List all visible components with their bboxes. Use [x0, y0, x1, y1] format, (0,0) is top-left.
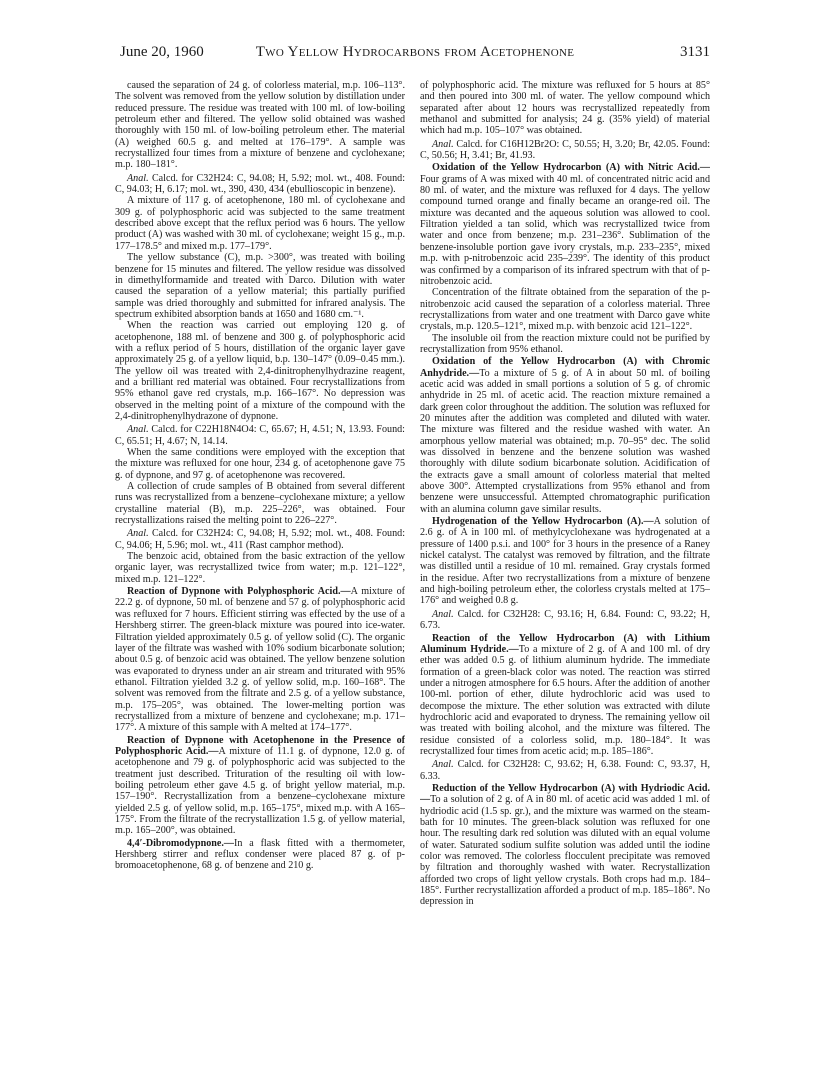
body-paragraph — [115, 80, 405, 171]
paragraph-text: When the reaction was carried out employing 120 g. of acetophenone, 188 ml. of benzene and 300 g. of polyphosphoric acid with a reflux period of 5 hours, distillation of the organic layer gave approximately 25 g. of a yellow liquid, b.p. 130–147° (0.09–0.45 mm.). The yellow oil was treated with 2,4-dinitrophenylhydrazine reagent, and a brilliant red material was obtained. Four recrystallizations from 95% ethanol gave red crystals, m.p. 166–167°. No depression was observed in the melting point of a mixture of the compound with the 2,4-dinitrophenylhydrazone of dypnone. — [115, 320, 405, 422]
paragraph-text: The yellow substance (C), m.p. >300°, was treated with boiling benzene for 15 minutes and filtered. The yellow residue was dissolved in dimethylformamide and treated with Darco. Dilution with water caused the separation of a yellow material; this partially purified sample was dried thoroughly and submitted for infrared analysis. The spectrum exhibited absorption bands at 1650 and 1680 cm.⁻¹. — [115, 252, 405, 320]
anal-label: Anal. — [127, 424, 149, 436]
paragraph-text: caused the separation of 24 g. of colorless material, m.p. 106–113°. The solvent was removed from the yellow solution by distillation under reduced pressure. The residue was treated with 100 ml. of low-boiling petroleum ether and filtered. The yellow solid obtained was washed thoroughly with 150 ml. of low-boiling petroleum ether. The material (A) weighed 60.5 g. and melted at 176–179°. A sample was recrystallized four times from a mixture of benzene and cyclohexane; m.p. 180–181°. — [115, 80, 405, 171]
body-paragraph — [115, 252, 405, 320]
paragraph-text: Concentration of the filtrate obtained from the separation of the p-nitrobenzoic acid caused the separation of a colorless material. Three recrystallizations from water and one treatment with Darco gave white crystals, m.p. 120.5–121°, mixed m.p. with benzoic acid 121–122°. — [420, 287, 710, 333]
body-paragraph — [115, 320, 405, 422]
section-paragraph — [420, 516, 710, 607]
run-in-heading: 4,4′-Dibromodypnone.— — [127, 837, 234, 849]
section-paragraph — [420, 162, 710, 287]
paragraph-text: Four grams of A was mixed with 40 ml. of concentrated nitric acid and 80 ml. of water, and the mixture was refluxed for 4 days. The yellow compound turned orange and finally became an orange-red oil. The mixture was decanted and the aqueous solution was allowed to cool. Filtration yielded a tan solid, which was recrystallized twice from water and once from benzene; m.p. 231–236°. Sublimation of the benzene-insoluble portion gave ivory crystals, m.p. 233–235°, mixed m.p. with p-nitrobenzoic acid 235–239°. The identity of this product was confirmed by a comparison of its infrared spectrum with that of p-nitrobenzoic acid. — [420, 173, 710, 287]
anal-label: Anal. — [432, 138, 454, 150]
left-column — [115, 80, 405, 1040]
analysis-paragraph — [420, 609, 710, 632]
body-paragraph — [115, 551, 405, 585]
body-paragraph — [115, 447, 405, 481]
paragraph-text: To a mixture of 2 g. of A and 100 ml. of dry ether was added 0.5 g. of lithium aluminum hydride. The immediate formation of a green-black color was noted. The reaction was stirred under a nitrogen atmosphere for 6.5 hours. After the addition of another 100-ml. portion of ether, dilute hydrochloric acid was used to decompose the mixture. The ether solution was extracted with dilute hydrochloric acid and evaporated to dryness. The remaining yellow oil was treated with boiling alcohol, and the mixture was filtered. The residue consisted of a colorless solid, m.p. 180–184°. It was recrystallized four times from acetic acid; m.p. 185–186°. — [420, 643, 710, 757]
anal-label: Anal. — [127, 528, 149, 540]
paragraph-text: Calcd. for C32H24: C, 94.08; H, 5.92; mol. wt., 408. Found: C, 94.03; H, 6.17; mol. wt., 390, 430, 434 (ebullioscopic in benzene). — [115, 172, 405, 196]
paragraph-text: A mixture of 11.1 g. of dypnone, 12.0 g. of acetophenone and 79 g. of polyphosphoric acid was subjected to the treatment just described. Trituration of the resulting oil with low-boiling petroleum ether gave 4.5 g. of bright yellow material, m.p. 157–190°. Recrystallization from a benzene–cyclohexane mixture yielded 2.5 g. of yellow solid, m.p. 165–175°, mixed m.p. with A 165–175°. From the filtrate of the recrystallization 1.5 g. of yellow material, m.p. 165–200°, was obtained. — [115, 745, 405, 837]
paragraph-text: To a mixture of 5 g. of A in about 50 ml. of boiling acetic acid was added in small portions a solution of 5 g. of chromic anhydride in 25 ml. of acetic acid. The reaction mixture remained a dark green color throughout the addition. The solution was refluxed for 20 minutes after the addition was completed and diluted with water. The mixture was filtered and the residue washed with water. An amorphous yellow material was obtained; m.p. 70–95° dec. The solid was dissolved in benzene and the benzene solution was washed thoroughly with dilute sodium bicarbonate solution. Acidification of the extracts gave a small amount of colorless material that melted above 300°. Attempted crystallizations from 95% ethanol and from benzene were unsuccessful. Attempted chromatographic purification with an alumina column gave similar results. — [420, 367, 710, 515]
anal-label: Anal. — [432, 759, 454, 771]
paragraph-text: A mixture of 117 g. of acetophenone, 180 ml. of cyclohexane and 309 g. of polyphosphoric acid was subjected to the same treatment described above except that the reflux period was 6 hours. The yellow product (A) was washed with 30 ml. of cyclohexane; weight 15 g., m.p. 177–178.5° and mixed m.p. 177–179°. — [115, 195, 405, 252]
run-in-heading: Oxidation of the Yellow Hydrocarbon (A) with Nitric Acid.— — [432, 162, 710, 174]
run-in-heading: Reaction of Dypnone with Polyphosphoric Acid.— — [127, 586, 351, 598]
paragraph-text: The benzoic acid, obtained from the basic extraction of the yellow organic layer, was recrystallized twice from water; m.p. 121–122°, mixed m.p. 121–122°. — [115, 551, 405, 585]
paragraph-text: A mixture of 22.2 g. of dypnone, 50 ml. of benzene and 57 g. of polyphosphoric acid was refluxed for 7 hours. Efficient stirring was effected by the use of a Hershberg stirrer. The green-black mixture was poured into ice-water. Filtration yielded approximately 0.5 g. of yellow solid (C). The organic layer of the filtrate was washed with 10% sodium bicarbonate solution; about 0.5 g. of benzoic acid was obtained. The yellow benzene solution was evaporated to dryness under an air stream and triturated with 95% ethanol. Filtration yielded 3.2 g. of yellow solid, m.p. 160–168°. The solvent was removed from the filtrate and 2.5 g. of a yellow substance, m.p. 175–205°, was obtained. The lower-melting portion was recrystallized from a mixture of benzene and cyclohexane; m.p. 171–177°. A mixture of this sample with A melted at 174–177°. — [115, 586, 405, 734]
body-paragraph — [115, 481, 405, 526]
body-paragraph — [115, 195, 405, 252]
analysis-paragraph — [420, 759, 710, 782]
paragraph-text: A solution of 2.6 g. of A in 100 ml. of methylcyclohexane was hydrogenated at a pressure of 1400 p.s.i. and 100° for 3 hours in the presence of a Raney nickel catalyst. The catalyst was removed by filtration, and the filtrate was distilled until a residue of 10 ml. remained. Gray crystals formed in the residue. After two recrystallizations from a mixture of benzene and high-boiling petroleum ether, the colorless crystals melted at 175–176° and weighed 0.8 g. — [420, 516, 710, 607]
run-in-heading: Reaction of the Yellow Hydrocarbon (A) with Lithium Aluminum Hydride.— — [420, 632, 710, 655]
analysis-paragraph — [115, 528, 405, 551]
run-in-heading: Reaction of Dypnone with Acetophenone in the Presence of Polyphosphoric Acid.— — [115, 734, 405, 757]
header-date: June 20, 1960 — [120, 44, 204, 60]
right-column — [420, 80, 710, 1040]
paragraph-text: Calcd. for C32H28: C, 93.16; H, 6.84. Found: C, 93.22; H, 6.73. — [420, 608, 710, 632]
body-paragraph — [420, 287, 710, 332]
analysis-paragraph — [115, 424, 405, 447]
run-in-heading: Oxidation of the Yellow Hydrocarbon (A) with Chromic Anhydride.— — [420, 356, 710, 379]
section-paragraph — [115, 586, 405, 733]
body-paragraph — [420, 80, 710, 137]
paragraph-text: Calcd. for C32H28: C, 93.62; H, 6.38. Found: C, 93.37, H, 6.33. — [420, 759, 710, 782]
page-number: 3131 — [680, 44, 710, 60]
paragraph-text: Calcd. for C32H24: C, 94.08; H, 5.92; mol. wt., 408. Found: C, 94.06; H, 5.96; mol. wt., 411 (Rast camphor method). — [115, 528, 405, 551]
running-header — [120, 44, 710, 64]
section-paragraph — [420, 633, 710, 758]
section-paragraph — [420, 783, 710, 908]
run-in-heading: Reduction of the Yellow Hydrocarbon (A) with Hydriodic Acid.— — [420, 782, 710, 806]
paragraph-text: In a flask fitted with a thermometer, Hershberg stirrer and reflux condenser were placed 87 g. of p-bromoacetophenone, 68 g. of benzene and 210 g. — [115, 837, 405, 872]
paragraph-text: When the same conditions were employed with the exception that the mixture was refluxed for one hour, 234 g. of acetophenone gave 75 g. of dypnone, and 97 g. of acetophenone was recovered. — [115, 447, 405, 481]
body-paragraph — [420, 333, 710, 356]
paragraph-text: A collection of crude samples of B obtained from several different runs was recrystallized from a benzene–cyclohexane mixture; a yellow crystalline material (B), m.p. 225–226°, was obtained. Four recrystallizations raised the melting point to 226–227°. — [115, 481, 405, 527]
paragraph-text: Calcd. for C16H12Br2O: C, 50.55; H, 3.20; Br, 42.05. Found: C, 50.56; H, 3.41; Br, 41.93. — [420, 138, 710, 162]
paragraph-text: To a solution of 2 g. of A in 80 ml. of acetic acid was added 1 ml. of hydriodic acid (1.5 sp. gr.), and the mixture was warmed on the steam-bath for 10 minutes. The green-black solution was refluxed for one hour. The resulting dark red solution was diluted with an equal volume of water. Saturated sodium sulfite solution was added until the iodine color was removed. The colorless flocculent precipitate was removed by filtration and thoroughly washed with water. Recrystallization afforded two crops of light yellow crystals. Both crops had m.p. 184–185°. Further recrystallization afforded a product of m.p. 185–186°. No depression in — [420, 794, 710, 908]
analysis-paragraph — [420, 139, 710, 162]
run-in-heading: Hydrogenation of the Yellow Hydrocarbon (A).— — [432, 516, 654, 528]
paragraph-text: Calcd. for C22H18N4O4: C, 65.67; H, 4.51; N, 13.93. Found: C, 65.51; H, 4.67; N, 14.14. — [115, 424, 405, 447]
paragraph-text: of polyphosphoric acid. The mixture was refluxed for 5 hours at 85° and then poured into 300 ml. of water. The yellow compound which separated after about 12 hours was recrystallized repeatedly from methanol and submitted for analysis; 24 g. (35% yield) of material which had m.p. 105–107° was obtained. — [420, 80, 710, 137]
analysis-paragraph — [115, 173, 405, 196]
section-paragraph — [420, 356, 710, 515]
paragraph-text: The insoluble oil from the reaction mixture could not be purified by recrystallization from 95% ethanol. — [420, 332, 710, 355]
anal-label: Anal. — [127, 172, 149, 184]
section-paragraph — [115, 735, 405, 837]
section-paragraph — [115, 838, 405, 872]
anal-label: Anal. — [432, 608, 454, 620]
header-title: Two Yellow Hydrocarbons from Acetophenone — [255, 44, 575, 60]
